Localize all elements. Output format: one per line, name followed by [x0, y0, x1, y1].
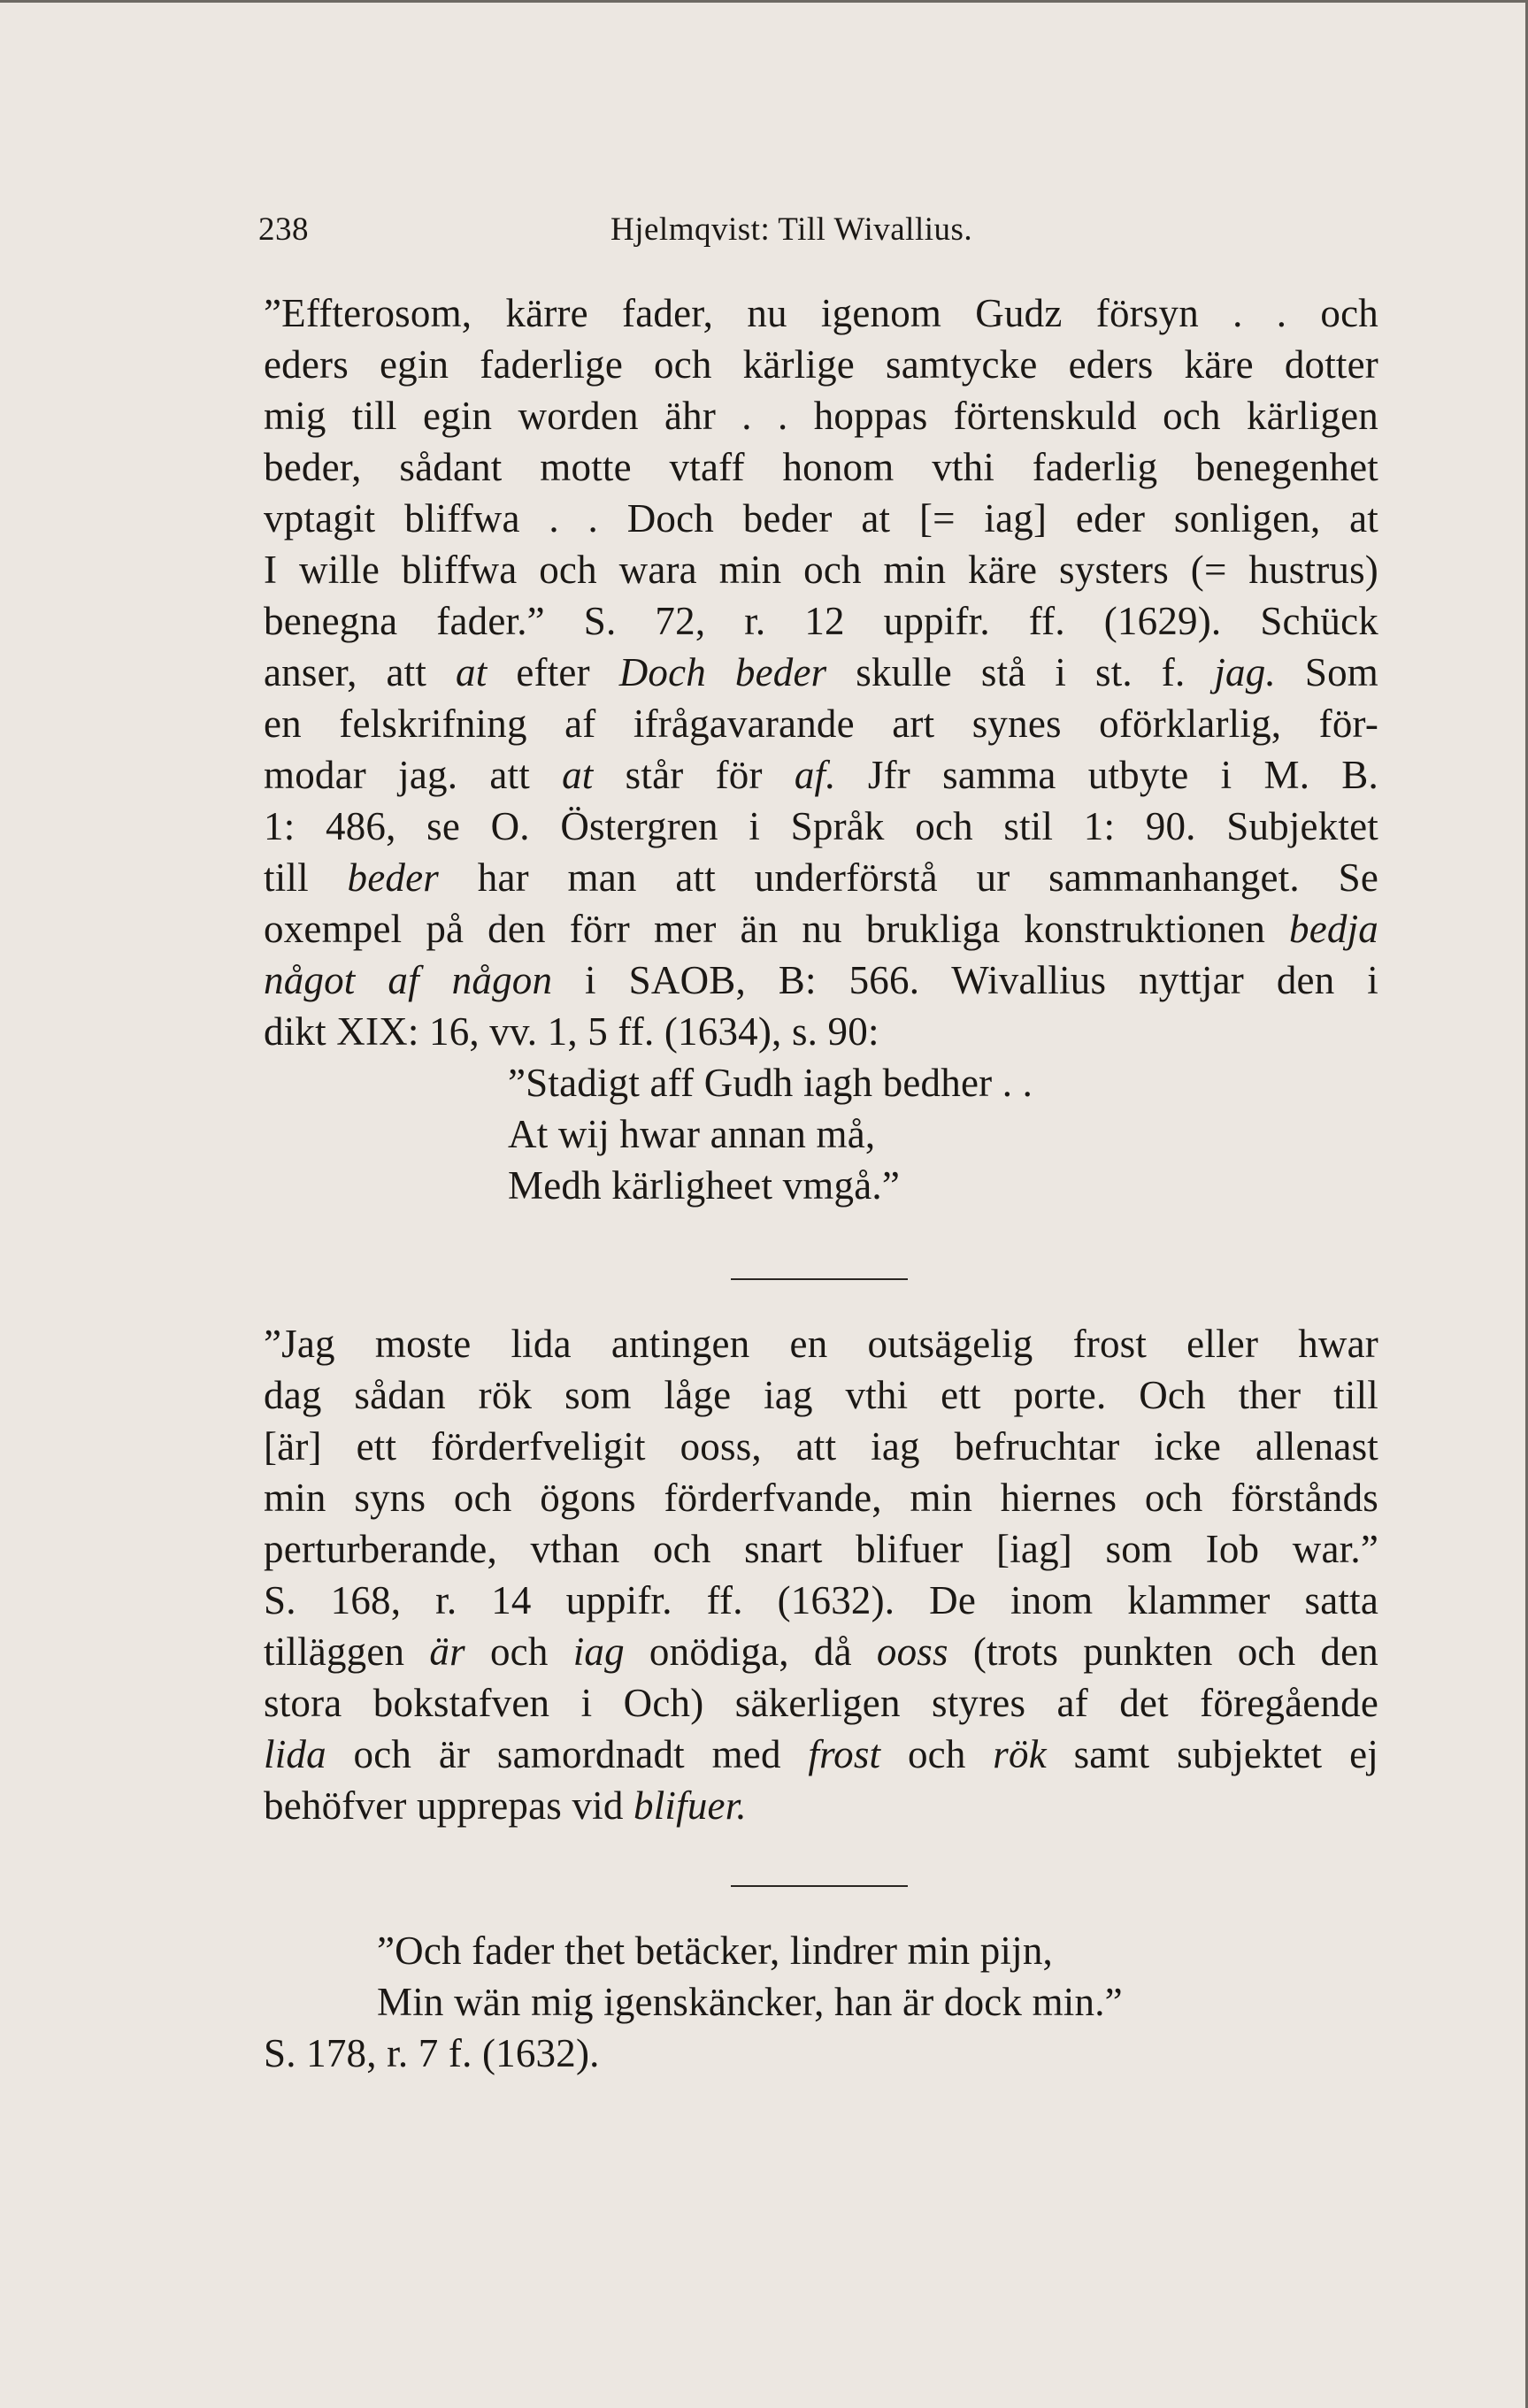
text-line: [är] ett förderfveligit ooss, att iag befruchtar icke allenast — [264, 1424, 1378, 1469]
text-line: mig till egin worden ähr . . hoppas förtenskuld och kärligen — [264, 394, 1378, 438]
text-run: onödiga, då — [624, 1630, 877, 1674]
text-run: anser, att — [264, 650, 457, 694]
italic-run: något af någon — [264, 958, 553, 1002]
text-run: Som — [1275, 650, 1378, 694]
text-run: efter — [487, 650, 619, 694]
text-line: ”Effterosom, kärre fader, nu igenom Gudz försyn . . och — [264, 291, 1378, 335]
text-run: behöfver upprepas vid — [264, 1783, 634, 1828]
text-line: vptagit bliffwa . . Doch beder at [= iag] eder sonligen, at — [264, 496, 1378, 541]
italic-run: bedja — [1289, 907, 1378, 951]
italic-run: Doch beder — [618, 650, 827, 694]
quote-line: Min wän mig igenskäncker, han är dock min.” — [377, 1980, 1123, 2024]
text-line: en felskrifning af ifrågavarande art synes oförklarlig, för- — [264, 702, 1378, 746]
text-line: I wille bliffwa och wara min och min käre systers (= hustrus) — [264, 548, 1378, 592]
italic-run: blifuer. — [633, 1783, 747, 1828]
page-top-edge — [0, 0, 1528, 3]
italic-run: lida — [264, 1732, 326, 1776]
section-divider — [731, 1278, 908, 1280]
text-run: i SAOB, B: 566. Wivallius nyttjar den i — [552, 958, 1378, 1002]
text-line: stora bokstafven i Och) säkerligen styres af det föregående — [264, 1681, 1378, 1725]
text-line — [264, 1783, 747, 1834]
text-run: modar jag. att — [264, 753, 563, 797]
italic-run: är — [429, 1630, 465, 1674]
quote-line: At wij hwar annan må, — [508, 1112, 876, 1156]
text-line: 1: 486, se O. Östergren i Språk och stil 1: 90. Subjektet — [264, 804, 1378, 848]
text-run: har man att underförstå ur sammanhanget. Se — [439, 855, 1378, 900]
text-line: eders egin faderlige och kärlige samtycke eders käre dotter — [264, 342, 1378, 387]
text-run: skulle stå i st. f. — [826, 650, 1215, 694]
text-line: benegna fader.” S. 72, r. 12 uppifr. ff. (1629). Schück — [264, 599, 1378, 643]
text-run: oxempel på den förr mer än nu brukliga konstruktionen — [264, 907, 1290, 951]
text-line: dikt XIX: 16, vv. 1, 5 ff. (1634), s. 90: — [264, 1009, 879, 1054]
text-run: står för — [593, 753, 795, 797]
italic-run: ooss — [876, 1630, 948, 1674]
text-line — [264, 906, 1378, 957]
text-line — [264, 855, 1378, 906]
italic-run: frost — [808, 1732, 881, 1776]
text-run: samt subjektet ej — [1046, 1732, 1378, 1776]
text-run: till — [264, 855, 348, 900]
text-line: beder, sådant motte vtaff honom vthi faderlig benegenhet — [264, 445, 1378, 489]
text-line — [264, 1629, 1378, 1680]
text-line: min syns och ögons förderfvande, min hiernes och förstånds — [264, 1476, 1378, 1520]
italic-run: at — [456, 650, 488, 694]
text-run: och — [880, 1732, 994, 1776]
italic-run: rök — [993, 1732, 1047, 1776]
text-line: perturberande, vthan och snart blifuer [iag] som Iob war.” — [264, 1527, 1378, 1571]
quote-line: Medh kärligheet vmgå.” — [508, 1163, 900, 1208]
italic-run: at — [562, 753, 594, 797]
text-line — [264, 1731, 1378, 1783]
text-line: dag sådan rök som låge iag vthi ett porte. Och ther till — [264, 1373, 1378, 1417]
text-run: och är samordnadt med — [326, 1732, 809, 1776]
text-line: S. 168, r. 14 uppifr. ff. (1632). De inom klammer satta — [264, 1578, 1378, 1622]
text-run: (trots punkten och den — [948, 1630, 1378, 1674]
quote-line: ”Och fader thet betäcker, lindrer min pijn, — [377, 1929, 1053, 1973]
text-run: och — [465, 1630, 573, 1674]
section-divider — [731, 1885, 908, 1887]
italic-run: iag — [572, 1630, 625, 1674]
page-number: 238 — [258, 211, 309, 248]
text-line — [264, 752, 1378, 803]
italic-run: beder — [347, 855, 440, 900]
text-line — [264, 957, 1378, 1008]
citation-line: S. 178, r. 7 f. (1632). — [264, 2031, 600, 2075]
page-header — [258, 211, 1375, 264]
text-line: ”Jag moste lida antingen en outsägelig frost eller hwar — [264, 1322, 1378, 1366]
text-run: Jfr samma utbyte i M. B. — [835, 753, 1378, 797]
italic-run: af. — [794, 753, 836, 797]
text-line — [264, 649, 1378, 701]
italic-run: jag. — [1214, 650, 1276, 694]
quote-line: ”Stadigt aff Gudh iagh bedher . . — [508, 1061, 1033, 1105]
running-title: Hjelmqvist: Till Wivallius. — [610, 211, 973, 248]
text-run: tilläggen — [264, 1630, 430, 1674]
